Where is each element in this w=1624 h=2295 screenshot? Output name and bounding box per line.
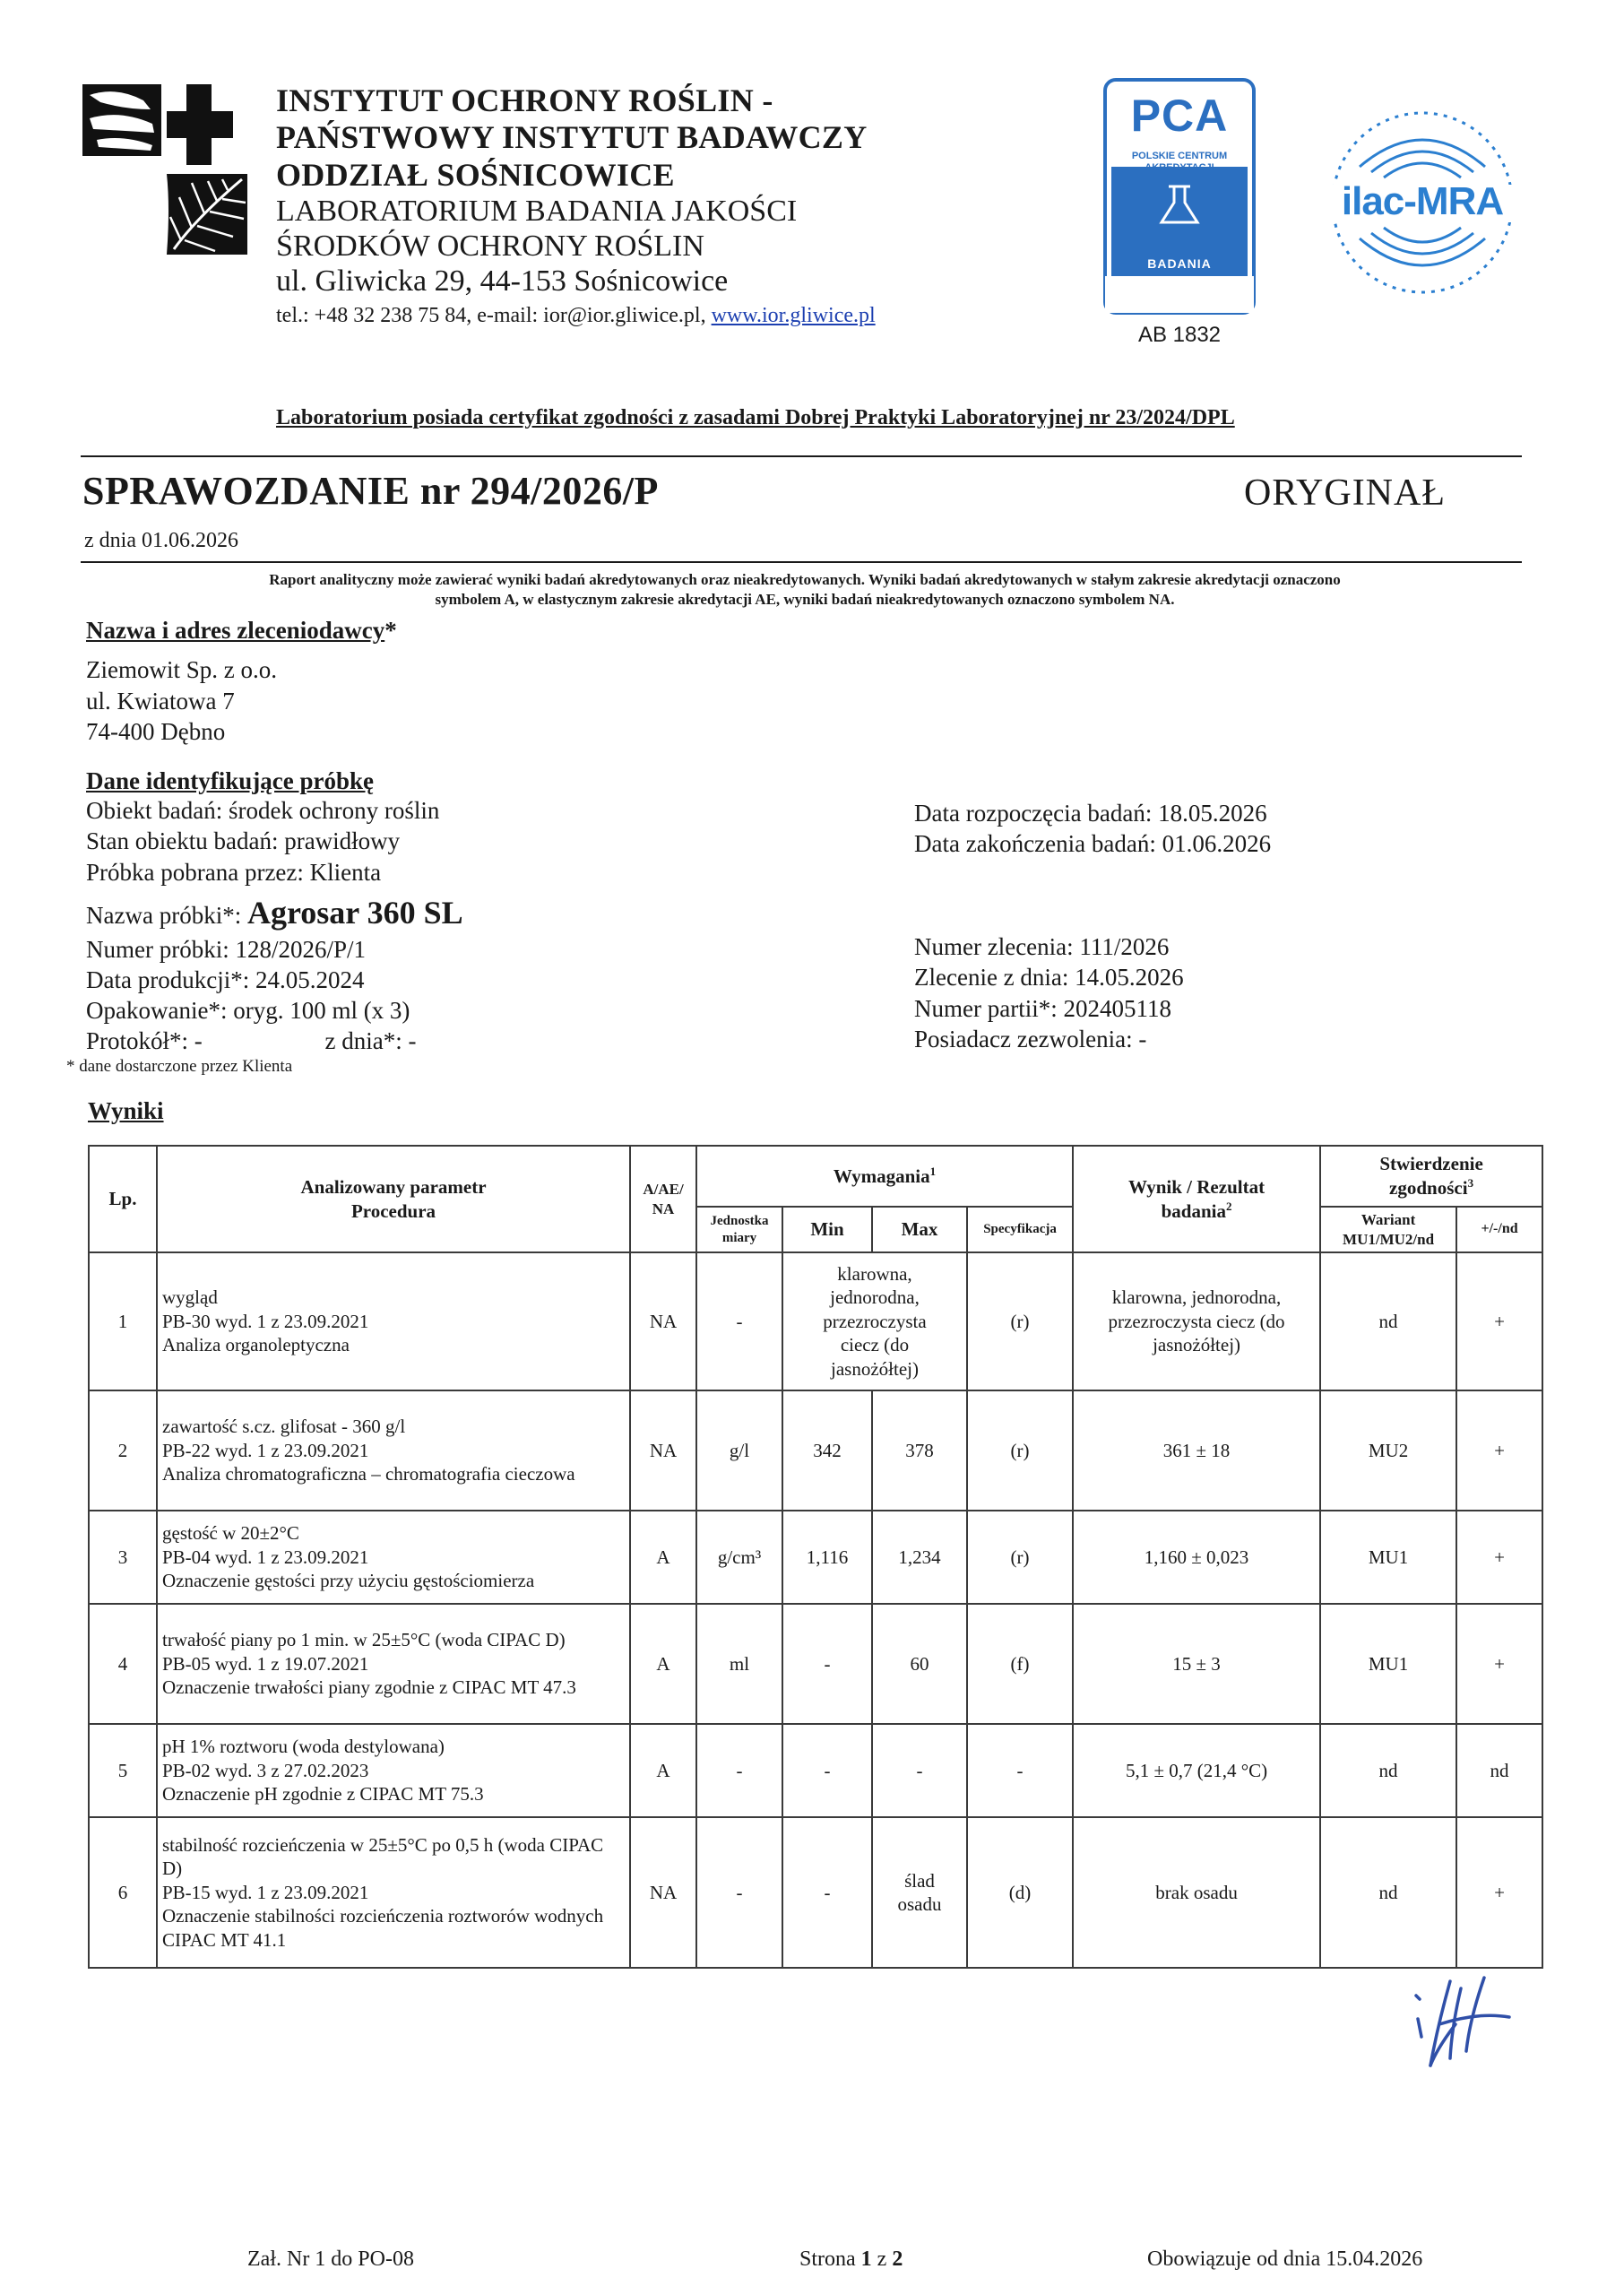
param-procedure: PB-30 wyd. 1 z 23.09.2021 bbox=[162, 1310, 369, 1332]
pca-name-line: AKREDYTACJI bbox=[1145, 162, 1214, 174]
sample-name-value: Agrosar 360 SL bbox=[246, 894, 463, 931]
test-start-date: Data rozpoczęcia badań: 18.05.2026 bbox=[914, 800, 1267, 827]
cell-variant: MU1 bbox=[1320, 1604, 1456, 1724]
param-method: Oznaczenie gęstości przy użyciu gęstościomierza bbox=[162, 1570, 535, 1592]
cell-variant: nd bbox=[1320, 1724, 1456, 1817]
gmp-certificate-line: Laboratorium posiada certyfikat zgodności z zasadami Dobrej Praktyki Laboratoryjnej nr 23/2024/DPL bbox=[276, 406, 1235, 429]
param-name: wygląd bbox=[162, 1286, 218, 1309]
pca-number: AB 1832 bbox=[1137, 323, 1222, 347]
col-conformity-line: zgodności bbox=[1389, 1177, 1468, 1199]
cell-max: 1,234 bbox=[872, 1511, 967, 1604]
col-requirements-label: Wymagania bbox=[833, 1165, 930, 1187]
cell-result: 361 ± 18 bbox=[1073, 1390, 1320, 1511]
col-min: Min bbox=[782, 1207, 872, 1252]
param-procedure: PB-02 wyd. 3 z 27.02.2023 bbox=[162, 1759, 369, 1781]
pca-accreditation-mark bbox=[1102, 77, 1257, 347]
cell-max: - bbox=[872, 1724, 967, 1817]
col-specification: Specyfikacja bbox=[967, 1207, 1073, 1252]
cell-lp: 6 bbox=[89, 1817, 157, 1968]
cell-result: klarowna, jednorodna, przezroczysta ciecz (do jasnożółtej) bbox=[1073, 1252, 1320, 1390]
batch-number: Numer partii*: 202405118 bbox=[914, 994, 1171, 1022]
sample-name-row bbox=[86, 893, 463, 934]
sample-heading: Dane identyfikujące próbkę bbox=[86, 767, 375, 794]
page-mid: z bbox=[871, 2247, 893, 2271]
col-result-line: Wynik / Rezultat bbox=[1128, 1175, 1266, 1198]
cell-accreditation: NA bbox=[630, 1817, 696, 1968]
cell-max: 378 bbox=[872, 1390, 967, 1511]
cell-accreditation: NA bbox=[630, 1252, 696, 1390]
cell-conformity: + bbox=[1456, 1252, 1542, 1390]
cell-specification: (r) bbox=[967, 1511, 1073, 1604]
col-unit bbox=[696, 1207, 782, 1252]
contact-line bbox=[276, 304, 876, 329]
cell-result: 15 ± 3 bbox=[1073, 1604, 1320, 1724]
divider bbox=[81, 561, 1522, 563]
cell-result: 1,160 ± 0,023 bbox=[1073, 1511, 1320, 1604]
cell-accreditation: A bbox=[630, 1511, 696, 1604]
param-name: zawartość s.cz. glifosat - 360 g/l bbox=[162, 1416, 406, 1438]
cell-result: 5,1 ± 0,7 (21,4 °C) bbox=[1073, 1724, 1320, 1817]
table-row bbox=[89, 1390, 1542, 1511]
param-procedure: PB-22 wyd. 1 z 23.09.2021 bbox=[162, 1439, 369, 1461]
param-method: Oznaczenie pH zgodnie z CIPAC MT 75.3 bbox=[162, 1783, 484, 1806]
order-section bbox=[914, 931, 1184, 1054]
cell-accreditation: A bbox=[630, 1604, 696, 1724]
client-heading: Nazwa i adres zleceniodawcy bbox=[86, 617, 385, 644]
col-requirements bbox=[696, 1146, 1073, 1207]
results-heading: Wyniki bbox=[88, 1097, 164, 1124]
institute-name-line: PAŃSTWOWY INSTYTUT BADAWCZY bbox=[276, 119, 868, 156]
client-data-note: * dane dostarczone przez Klienta bbox=[66, 1057, 293, 1076]
lab-name-line: LABORATORIUM BADANIA JAKOŚCI bbox=[276, 195, 798, 229]
cell-lp: 5 bbox=[89, 1724, 157, 1817]
results-table bbox=[88, 1145, 1543, 1969]
cell-parameter bbox=[157, 1511, 630, 1604]
test-end-date: Data zakończenia badań: 01.06.2026 bbox=[914, 830, 1272, 858]
signature-initials bbox=[1398, 1972, 1524, 2080]
accreditation-disclaimer bbox=[90, 570, 1520, 610]
pca-name bbox=[1102, 151, 1257, 174]
cell-parameter bbox=[157, 1604, 630, 1724]
col-max: Max bbox=[872, 1207, 967, 1252]
cell-variant: nd bbox=[1320, 1817, 1456, 1968]
cell-variant: MU2 bbox=[1320, 1390, 1456, 1511]
sample-protocol-date: z dnia*: - bbox=[324, 1027, 417, 1055]
order-number: Numer zlecenia: 111/2026 bbox=[914, 933, 1170, 960]
cell-parameter bbox=[157, 1817, 630, 1968]
col-result bbox=[1073, 1146, 1320, 1252]
table-row bbox=[89, 1511, 1542, 1604]
footnote-marker: 1 bbox=[929, 1164, 937, 1178]
client-section bbox=[86, 615, 397, 747]
address-line: ul. Gliwicka 29, 44-153 Sośnicowice bbox=[276, 264, 729, 299]
cell-lp: 4 bbox=[89, 1604, 157, 1724]
param-method: Oznaczenie stabilności rozcieńczenia roztworów wodnych CIPAC MT 41.1 bbox=[162, 1905, 604, 1952]
sample-state: Stan obiektu badań: prawidłowy bbox=[86, 827, 401, 855]
institute-logo bbox=[81, 82, 251, 262]
param-procedure: PB-15 wyd. 1 z 23.09.2021 bbox=[162, 1881, 369, 1903]
sample-section-left bbox=[86, 767, 463, 1057]
col-variant-line: Wariant bbox=[1361, 1211, 1416, 1228]
cell-conformity: nd bbox=[1456, 1724, 1542, 1817]
client-street: ul. Kwiatowa 7 bbox=[86, 687, 235, 714]
col-parameter bbox=[157, 1146, 630, 1252]
cell-conformity: + bbox=[1456, 1817, 1542, 1968]
cell-min: - bbox=[782, 1604, 872, 1724]
cell-unit: g/cm³ bbox=[696, 1511, 782, 1604]
col-parameter-line: Analizowany parametr bbox=[300, 1175, 487, 1198]
sample-taken-by: Próbka pobrana przez: Klienta bbox=[86, 858, 382, 886]
param-method: Analiza organoleptyczna bbox=[162, 1334, 350, 1356]
cell-lp: 3 bbox=[89, 1511, 157, 1604]
cell-conformity: + bbox=[1456, 1511, 1542, 1604]
cell-min: - bbox=[782, 1724, 872, 1817]
cell-lp: 2 bbox=[89, 1390, 157, 1511]
col-variant bbox=[1320, 1207, 1456, 1252]
cell-unit: - bbox=[696, 1724, 782, 1817]
sample-number: Numer próbki: 128/2026/P/1 bbox=[86, 935, 366, 963]
param-name: gęstość w 20±2°C bbox=[162, 1522, 299, 1545]
cell-unit: g/l bbox=[696, 1390, 782, 1511]
sample-production-date: Data produkcji*: 24.05.2024 bbox=[86, 966, 365, 993]
report-date: z dnia 01.06.2026 bbox=[84, 529, 238, 552]
cell-min: 1,116 bbox=[782, 1511, 872, 1604]
footnote-marker: 3 bbox=[1467, 1176, 1474, 1190]
cell-unit: - bbox=[696, 1252, 782, 1390]
cell-result: brak osadu bbox=[1073, 1817, 1320, 1968]
param-name: pH 1% roztworu (woda destylowana) bbox=[162, 1736, 445, 1758]
table-row bbox=[89, 1724, 1542, 1817]
sample-protocol-row bbox=[86, 1026, 463, 1056]
website-link[interactable]: www.ior.gliwice.pl bbox=[711, 304, 876, 328]
lab-name-line: ŚRODKÓW OCHRONY ROŚLIN bbox=[276, 230, 704, 264]
cell-parameter bbox=[157, 1390, 630, 1511]
permit-holder: Posiadacz zezwolenia: - bbox=[914, 1025, 1147, 1052]
cell-specification: (f) bbox=[967, 1604, 1073, 1724]
cell-unit: - bbox=[696, 1817, 782, 1968]
col-parameter-line: Procedura bbox=[350, 1199, 436, 1222]
original-stamp: ORYGINAŁ bbox=[1244, 472, 1446, 514]
cell-specification: (r) bbox=[967, 1390, 1073, 1511]
col-accreditation-line: A/AE/ bbox=[643, 1181, 684, 1198]
pca-name-line: POLSKIE CENTRUM bbox=[1131, 151, 1228, 161]
cell-parameter bbox=[157, 1724, 630, 1817]
institute-header bbox=[276, 82, 876, 329]
cell-conformity: + bbox=[1456, 1604, 1542, 1724]
client-name: Ziemowit Sp. z o.o. bbox=[86, 656, 277, 684]
sample-name-label: Nazwa próbki*: bbox=[86, 901, 247, 929]
ilac-mra-mark bbox=[1319, 95, 1525, 310]
cell-max: ślad osadu bbox=[872, 1817, 967, 1968]
cell-specification: (d) bbox=[967, 1817, 1073, 1968]
col-variant-line: MU1/MU2/nd bbox=[1343, 1230, 1435, 1248]
cell-conformity: + bbox=[1456, 1390, 1542, 1511]
cell-unit: ml bbox=[696, 1604, 782, 1724]
cell-requirement-text: klarowna, jednorodna, przezroczysta ciecz (do jasnożółtej) bbox=[782, 1252, 967, 1390]
param-name: trwałość piany po 1 min. w 25±5°C (woda CIPAC D) bbox=[162, 1629, 566, 1651]
table-row bbox=[89, 1604, 1542, 1724]
disclaimer-line: Raport analityczny może zawierać wyniki badań akredytowanych oraz nieakredytowanych. Wyniki badań akredytowanych w stałym zakresie akredytacji oznaczono bbox=[269, 571, 1341, 588]
client-heading-asterisk: * bbox=[384, 617, 397, 644]
param-procedure: PB-04 wyd. 1 z 23.09.2021 bbox=[162, 1546, 369, 1568]
institute-name-line: INSTYTUT OCHRONY ROŚLIN - bbox=[276, 82, 773, 118]
page-current: 1 bbox=[860, 2247, 872, 2271]
footer-attachment: Zał. Nr 1 do PO-08 bbox=[247, 2247, 414, 2271]
col-conformity-line: Stwierdzenie bbox=[1379, 1153, 1483, 1175]
param-name: stabilność rozcieńczenia w 25±5°C po 0,5 h (woda CIPAC D) bbox=[162, 1833, 604, 1880]
client-city: 74-400 Dębno bbox=[86, 717, 226, 745]
col-conformity bbox=[1320, 1146, 1542, 1207]
cell-min: 342 bbox=[782, 1390, 872, 1511]
ilac-label: ilac-MRA bbox=[1341, 179, 1504, 223]
page-total: 2 bbox=[892, 2247, 903, 2271]
report-title: SPRAWOZDANIE nr 294/2026/P bbox=[82, 469, 659, 513]
divider bbox=[81, 455, 1522, 457]
cell-variant: MU1 bbox=[1320, 1511, 1456, 1604]
cell-accreditation: A bbox=[630, 1724, 696, 1817]
col-accreditation-line: NA bbox=[652, 1199, 675, 1217]
institute-name-line: ODDZIAŁ SOŚNICOWICE bbox=[276, 156, 675, 193]
order-date: Zlecenie z dnia: 14.05.2026 bbox=[914, 964, 1184, 992]
footnote-marker: 2 bbox=[1225, 1199, 1232, 1213]
sample-protocol: Protokół*: - bbox=[86, 1027, 203, 1055]
cell-lp: 1 bbox=[89, 1252, 157, 1390]
contact-text: tel.: +48 32 238 75 84, e-mail: ior@ior.gliwice.pl, bbox=[276, 304, 712, 328]
table-header-row bbox=[89, 1146, 1542, 1207]
param-method: Oznaczenie trwałości piany zgodnie z CIPAC MT 47.3 bbox=[162, 1676, 576, 1699]
cell-parameter bbox=[157, 1252, 630, 1390]
cell-min: - bbox=[782, 1817, 872, 1968]
col-lp: Lp. bbox=[89, 1146, 157, 1252]
disclaimer-line: symbolem A, w elastycznym zakresie akredytacji AE, wyniki badań nieakredytowanych oznaczono symbolem NA. bbox=[435, 591, 1175, 609]
page-prefix: Strona bbox=[799, 2247, 861, 2271]
cell-specification: - bbox=[967, 1724, 1073, 1817]
cell-specification: (r) bbox=[967, 1252, 1073, 1390]
pca-badge-label: BADANIA bbox=[1147, 256, 1212, 271]
cell-variant: nd bbox=[1320, 1252, 1456, 1390]
param-method: Analiza chromatograficzna – chromatografia cieczowa bbox=[162, 1463, 575, 1485]
cell-max: 60 bbox=[872, 1604, 967, 1724]
sample-section-right bbox=[914, 798, 1271, 860]
col-accreditation bbox=[630, 1146, 696, 1252]
cell-accreditation: NA bbox=[630, 1390, 696, 1511]
col-plus-minus: +/-/nd bbox=[1456, 1207, 1542, 1252]
col-unit-line: Jednostka bbox=[710, 1213, 769, 1228]
table-row bbox=[89, 1252, 1542, 1390]
col-result-line: badania bbox=[1161, 1199, 1226, 1222]
footer-valid-from: Obowiązuje od dnia 15.04.2026 bbox=[1147, 2247, 1423, 2271]
table-row bbox=[89, 1817, 1542, 1968]
footer-page-number bbox=[799, 2247, 903, 2272]
col-unit-line: miary bbox=[721, 1230, 757, 1245]
sample-packaging: Opakowanie*: oryg. 100 ml (x 3) bbox=[86, 997, 410, 1025]
pca-abbr: PCA bbox=[1130, 91, 1229, 141]
param-procedure: PB-05 wyd. 1 z 19.07.2021 bbox=[162, 1652, 369, 1675]
sample-object: Obiekt badań: środek ochrony roślin bbox=[86, 797, 440, 824]
